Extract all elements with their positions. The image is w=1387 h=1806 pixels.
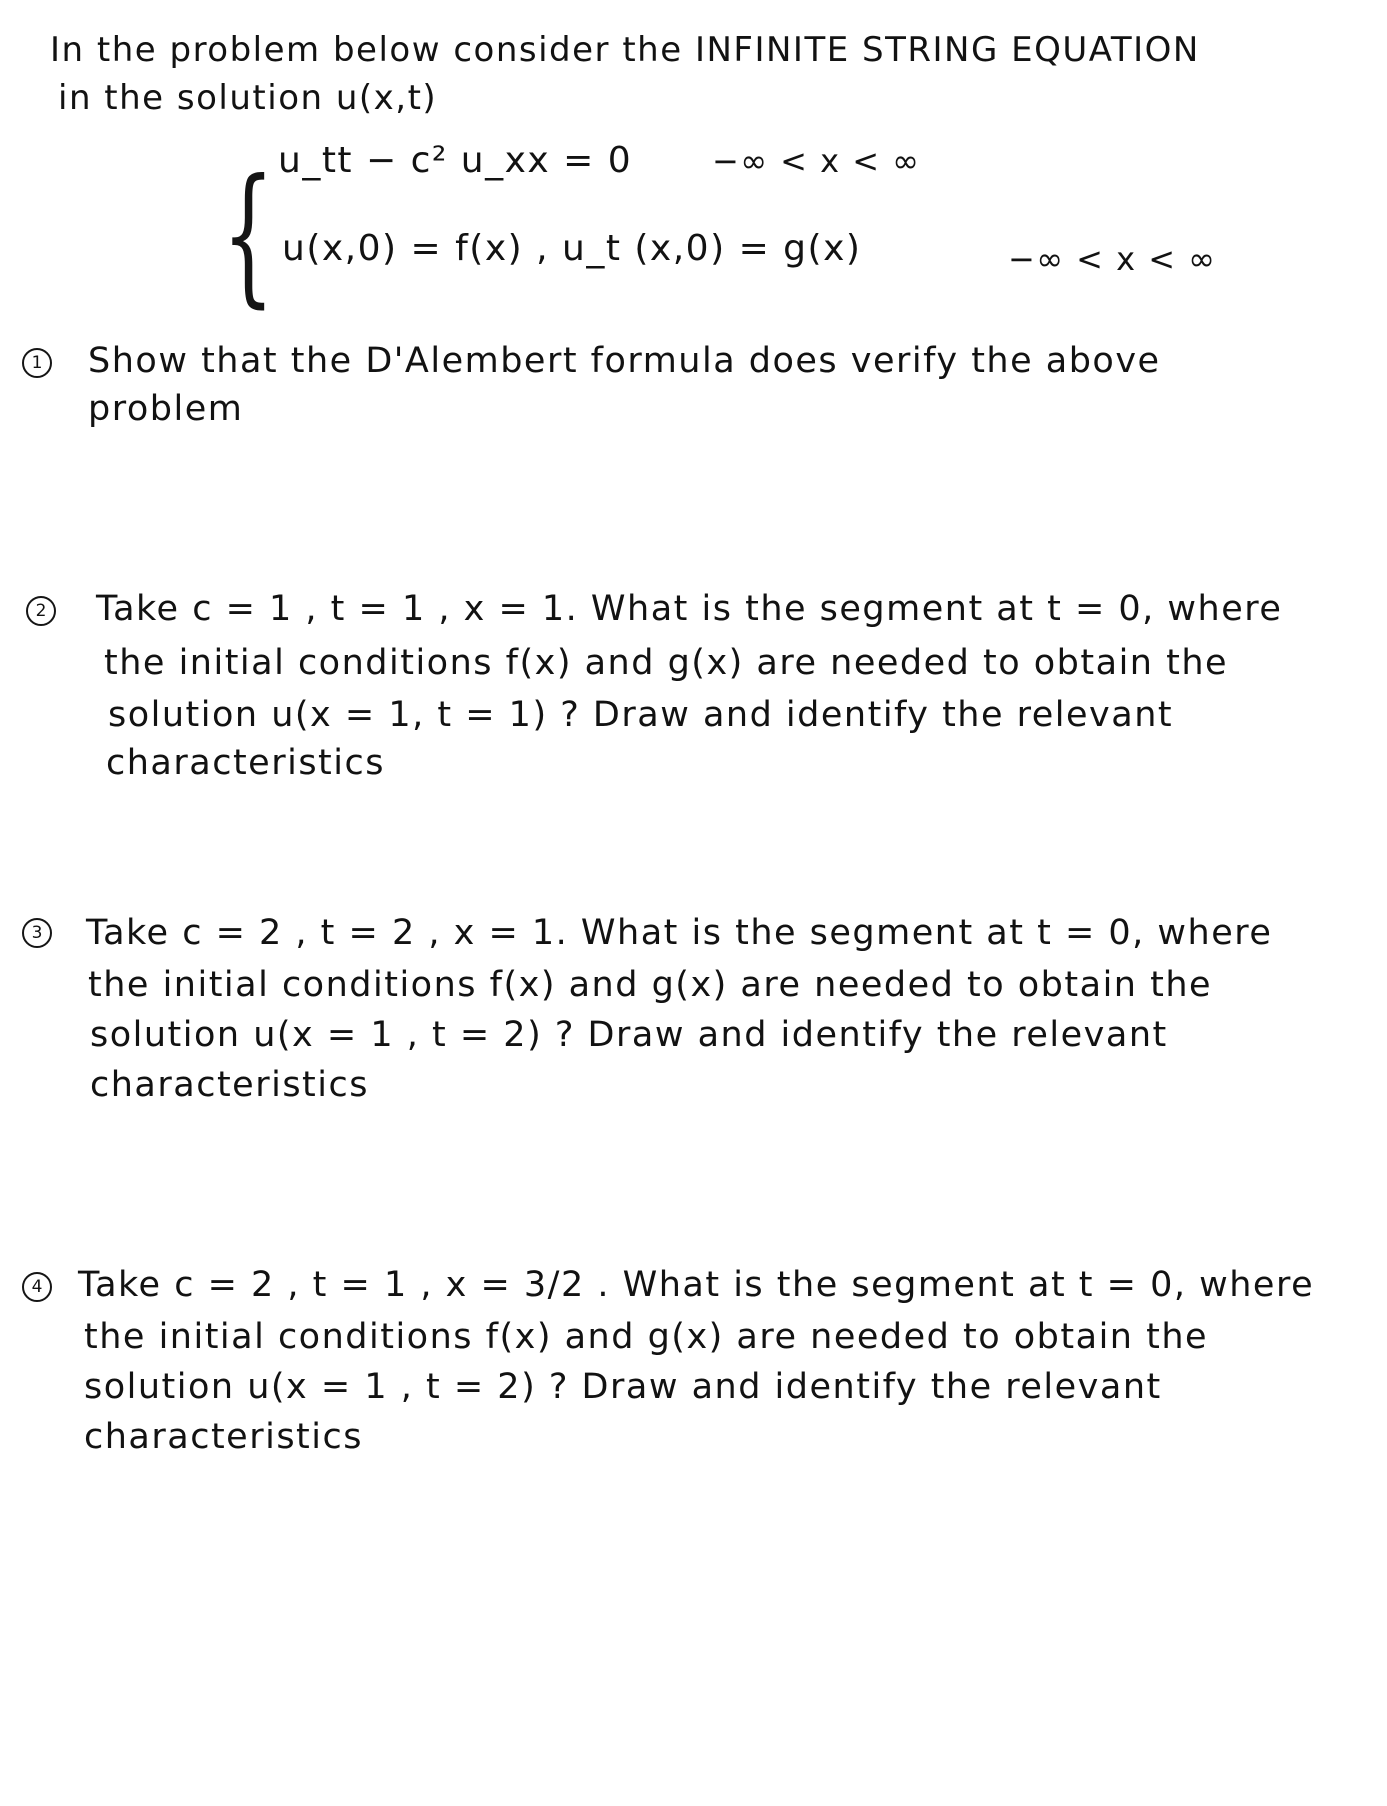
initial-conditions-range: −∞ < x < ∞: [1008, 240, 1217, 278]
wave-equation: u_tt − c² u_xx = 0: [278, 140, 633, 181]
question-3-line-4: characteristics: [90, 1065, 369, 1105]
wave-equation-range: −∞ < x < ∞: [712, 142, 921, 180]
intro-line-2: in the solution u(x,t): [58, 78, 438, 118]
question-4-line-1: Take c = 2 , t = 1 , x = 3/2 . What is the segment at t = 0, where: [78, 1265, 1315, 1305]
question-3-line-1: Take c = 2 , t = 2 , x = 1. What is the segment at t = 0, where: [86, 913, 1273, 953]
question-4-line-2: the initial conditions f(x) and g(x) are needed to obtain the: [84, 1317, 1209, 1357]
question-3-number: 3: [22, 918, 52, 948]
question-4-number: 4: [22, 1272, 52, 1302]
question-2-line-1: Take c = 1 , t = 1 , x = 1. What is the segment at t = 0, where: [96, 589, 1283, 629]
question-2-line-3: solution u(x = 1, t = 1) ? Draw and identify the relevant: [108, 695, 1174, 735]
question-1-line-2: problem: [88, 389, 244, 429]
question-2-number: 2: [26, 596, 56, 626]
question-2-line-4: characteristics: [106, 743, 385, 783]
question-3-line-3: solution u(x = 1 , t = 2) ? Draw and identify the relevant: [90, 1015, 1168, 1055]
question-1-line-1: Show that the D'Alembert formula does verify the above: [88, 341, 1161, 381]
system-brace: {: [222, 148, 276, 322]
intro-line-1: In the problem below consider the INFINITE STRING EQUATION: [50, 30, 1200, 70]
initial-conditions: u(x,0) = f(x) , u_t (x,0) = g(x): [282, 228, 862, 269]
question-1-number: 1: [22, 348, 52, 378]
question-2-line-2: the initial conditions f(x) and g(x) are needed to obtain the: [104, 643, 1229, 683]
question-4-line-3: solution u(x = 1 , t = 2) ? Draw and identify the relevant: [84, 1367, 1162, 1407]
question-4-line-4: characteristics: [84, 1417, 363, 1457]
question-3-line-2: the initial conditions f(x) and g(x) are needed to obtain the: [88, 965, 1213, 1005]
